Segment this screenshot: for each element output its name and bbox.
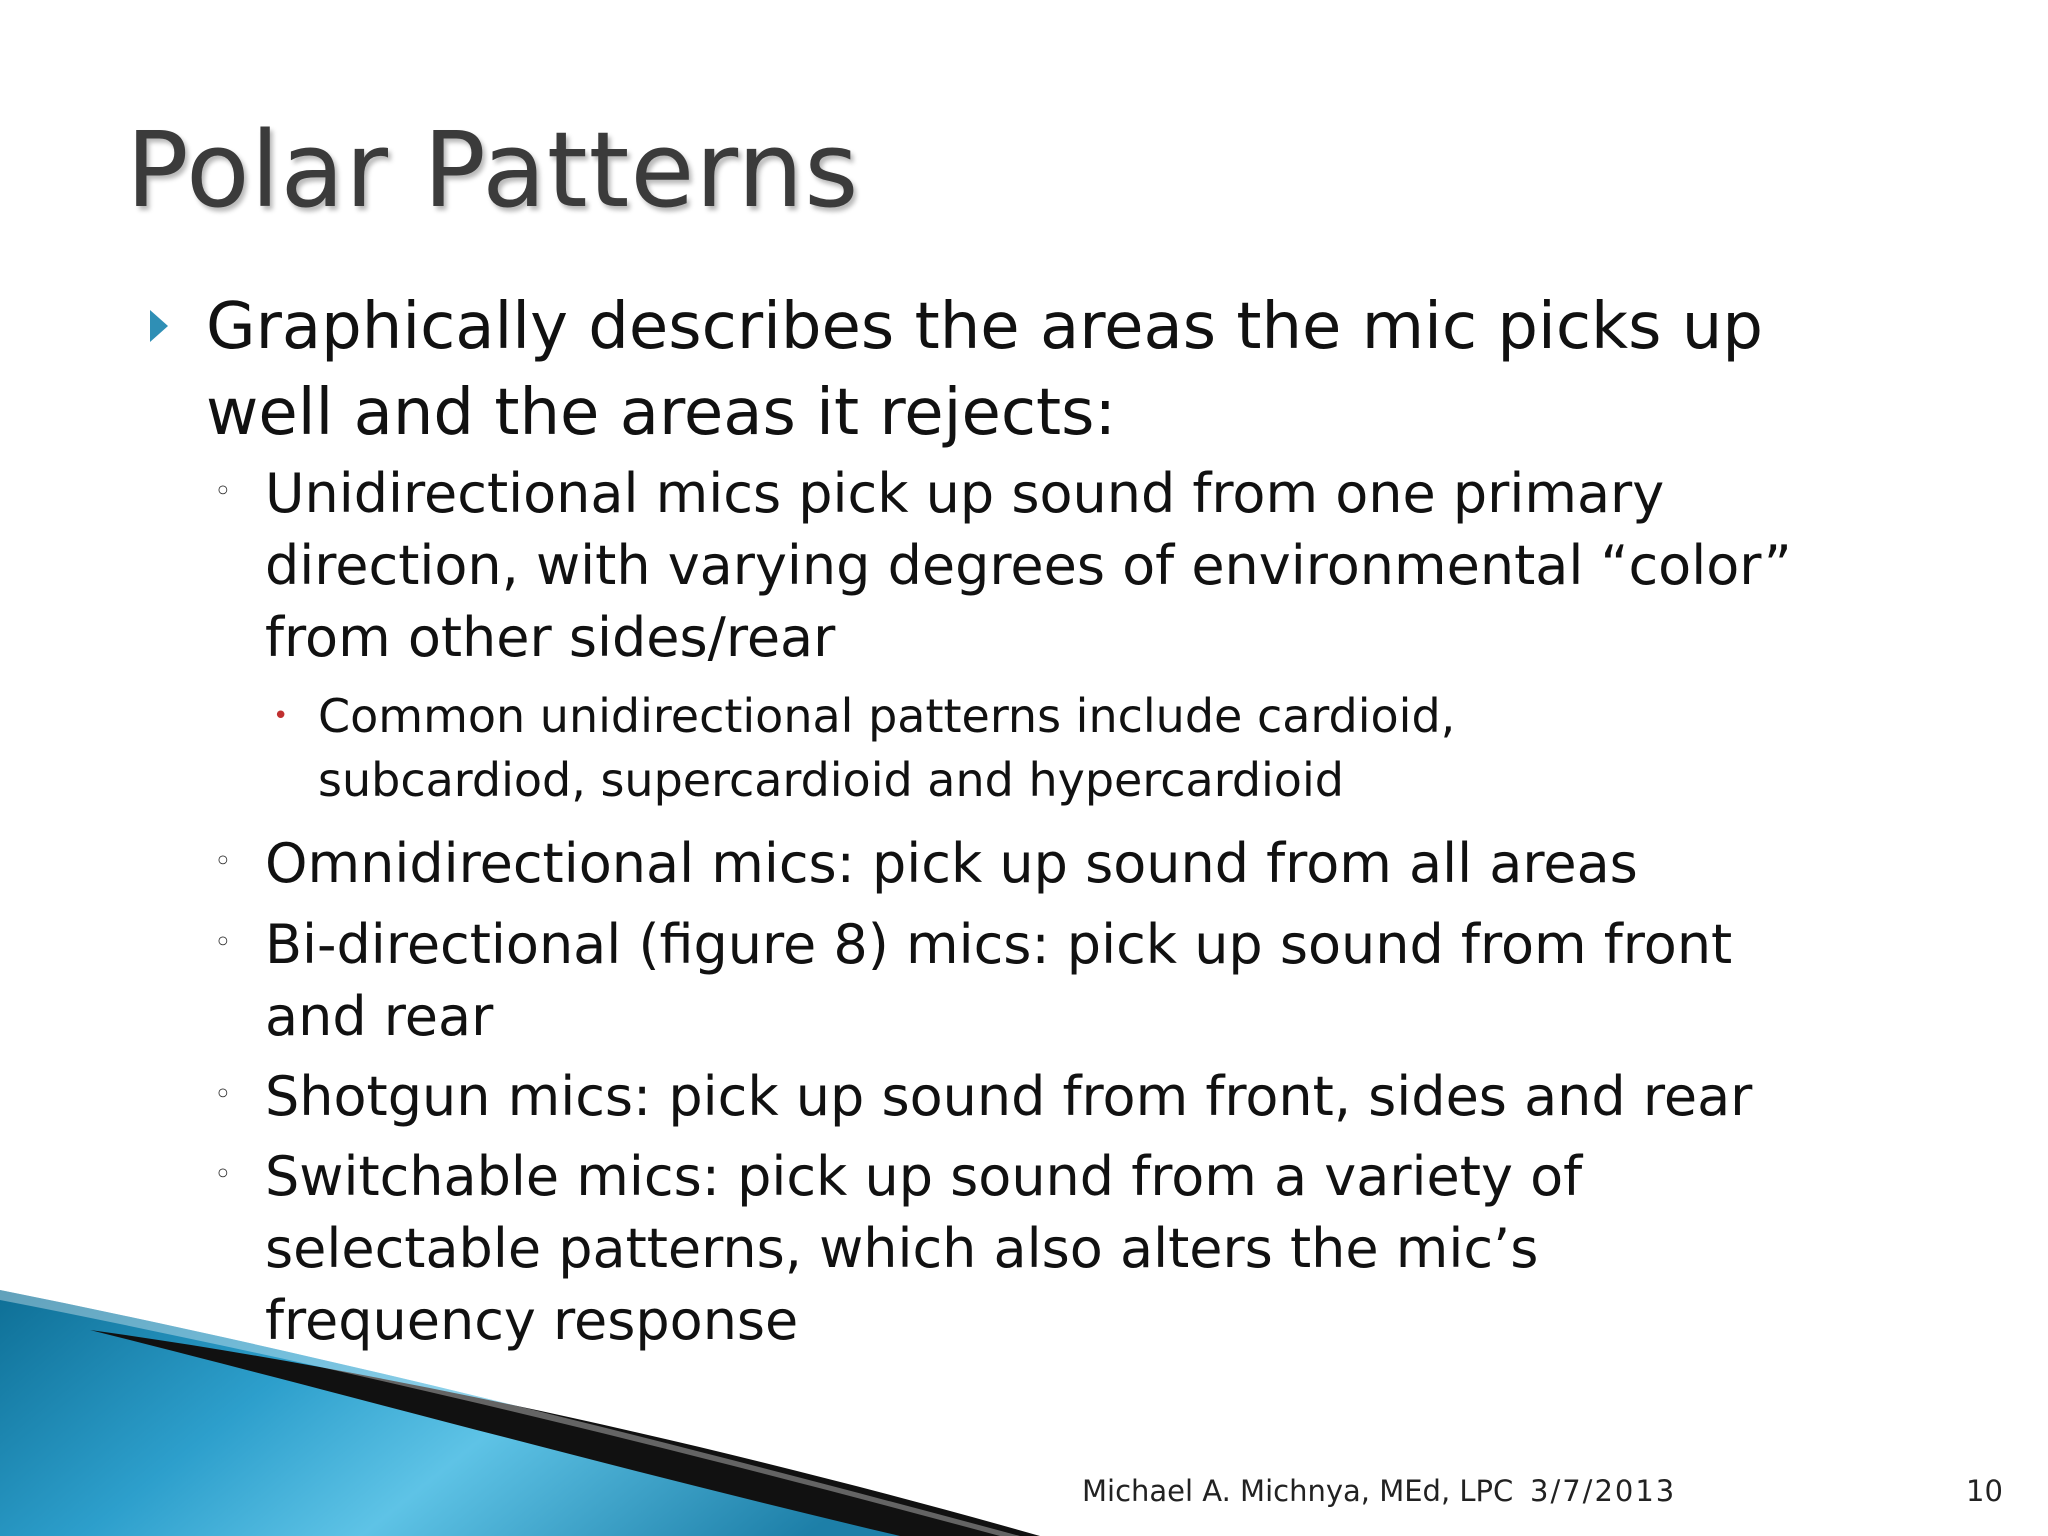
bullet-line: Omnidirectional mics: pick up sound from all areas xyxy=(265,832,1638,895)
bullet-line: Shotgun mics: pick up sound from front, sides and rear xyxy=(265,1065,1753,1128)
bullet-level1 xyxy=(206,284,1763,456)
bullet-line: well and the areas it rejects: xyxy=(206,376,1116,450)
hollow-circle-icon: ◦ xyxy=(214,1077,232,1112)
bullet-line: from other sides/rear xyxy=(265,606,836,669)
hollow-circle-icon: ◦ xyxy=(214,925,232,960)
footer-date: 3/7/2013 xyxy=(1530,1474,1677,1508)
slide-title: Polar Patterns xyxy=(126,109,860,231)
bullet-line: Common unidirectional patterns include cardioid, xyxy=(318,689,1456,743)
hollow-circle-icon: ◦ xyxy=(214,1157,232,1192)
bullet-level2-unidirectional xyxy=(265,458,1792,674)
bullet-level2-switchable xyxy=(265,1141,1582,1357)
bullet-line: Bi-directional (figure 8) mics: pick up sound from front xyxy=(265,913,1733,976)
triangle-right-icon xyxy=(150,310,168,342)
bullet-line: Graphically describes the areas the mic picks up xyxy=(206,290,1763,364)
footer-author: Michael A. Michnya, MEd, LPC xyxy=(1082,1474,1514,1508)
hollow-circle-icon: ◦ xyxy=(214,474,232,509)
bullet-line: Unidirectional mics pick up sound from one primary xyxy=(265,462,1665,525)
hollow-circle-icon: ◦ xyxy=(214,844,232,879)
bullet-level2-bidirectional xyxy=(265,909,1732,1053)
small-dot-icon: • xyxy=(273,701,289,731)
bullet-line: frequency response xyxy=(265,1289,799,1352)
bullet-level2-omnidirectional xyxy=(265,828,1638,900)
bullet-level3-common-patterns xyxy=(318,684,1455,812)
bullet-line: direction, with varying degrees of environmental “color” xyxy=(265,534,1792,597)
bullet-line: subcardiod, supercardioid and hypercardioid xyxy=(318,753,1344,807)
bullet-level2-shotgun xyxy=(265,1061,1752,1133)
bullet-line: Switchable mics: pick up sound from a variety of xyxy=(265,1145,1583,1208)
bullet-line: selectable patterns, which also alters the mic’s xyxy=(265,1217,1539,1280)
slide-number: 10 xyxy=(1966,1474,2003,1508)
bullet-line: and rear xyxy=(265,985,494,1048)
